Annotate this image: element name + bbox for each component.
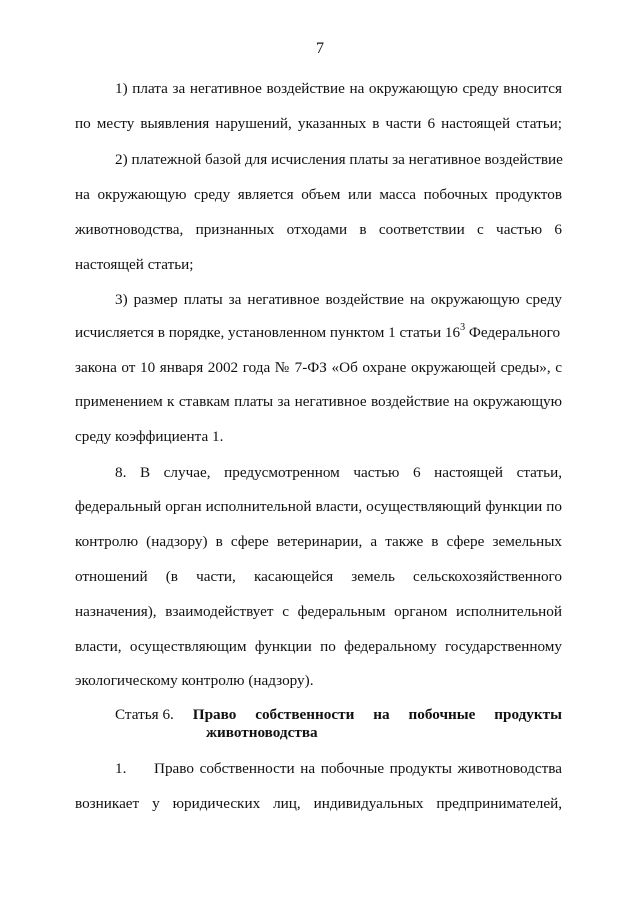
p2-line-1: 2) платежной базой для исчисления платы за негативное воздействие: [115, 151, 563, 168]
p4-line-1: 8. В случае, предусмотренном частью 6 настоящей статьи,: [115, 464, 562, 481]
p4-line-2: федеральный орган исполнительной власти, осуществляющий функции по: [75, 498, 562, 515]
p4-line-6: власти, осуществляющим функции по федеральному государственному: [75, 638, 562, 655]
article-title-word-4: побочные: [408, 706, 476, 723]
article-title-word-5: продукты: [494, 706, 562, 723]
p5-number: 1.: [115, 760, 127, 777]
article-heading: [115, 706, 562, 742]
p3-line-2: [75, 323, 562, 343]
article-title-word-2: собственности: [255, 706, 355, 723]
p3-line-2-text: исчисляется в порядке, установленном пунктом 1 статьи 16: [75, 324, 461, 341]
p2-line-2: на окружающую среду является объем или масса побочных продуктов: [75, 186, 562, 203]
article-label: Статья 6.: [115, 706, 174, 723]
p3-line-4: применением к ставкам платы за негативное воздействие на окружающую: [75, 393, 562, 410]
article-title-line-2: животноводства: [206, 724, 318, 741]
p3-superscript: 3: [460, 322, 466, 333]
article-title-word-3: на: [373, 706, 390, 723]
p4-line-5: назначения), взаимодействует с федеральным органом исполнительной: [75, 603, 562, 620]
p1-line-1: 1) плата за негативное воздействие на окружающую среду вносится: [115, 80, 562, 97]
page-number: 7: [316, 40, 324, 57]
p4-line-4: отношений (в части, касающейся земель сельскохозяйственного: [75, 568, 562, 585]
article-heading-row: [115, 706, 562, 724]
p2-line-3: животноводства, признанных отходами в соответствии с частью 6: [75, 221, 562, 238]
p4-line-3: контролю (надзору) в сфере ветеринарии, а также в сфере земельных: [75, 533, 562, 550]
p4-line-7: экологическому контролю (надзору).: [75, 672, 314, 689]
p2-line-4: настоящей статьи;: [75, 256, 194, 273]
p1-line-2: по месту выявления нарушений, указанных в части 6 настоящей статьи;: [75, 115, 562, 132]
p5-line-2: возникает у юридических лиц, индивидуальных предпринимателей,: [75, 795, 562, 812]
article-title-word-1: Право: [192, 706, 237, 723]
p3-line-5: среду коэффициента 1.: [75, 428, 224, 445]
p3-line-3: закона от 10 января 2002 года № 7-ФЗ «Об охране окружающей среды», с: [75, 359, 562, 376]
p3-line-1: 3) размер платы за негативное воздействие на окружающую среду: [115, 291, 562, 308]
p3-line-2-tail: Федерального: [465, 324, 561, 341]
p5-line-1: Право собственности на побочные продукты животноводства: [154, 760, 562, 777]
